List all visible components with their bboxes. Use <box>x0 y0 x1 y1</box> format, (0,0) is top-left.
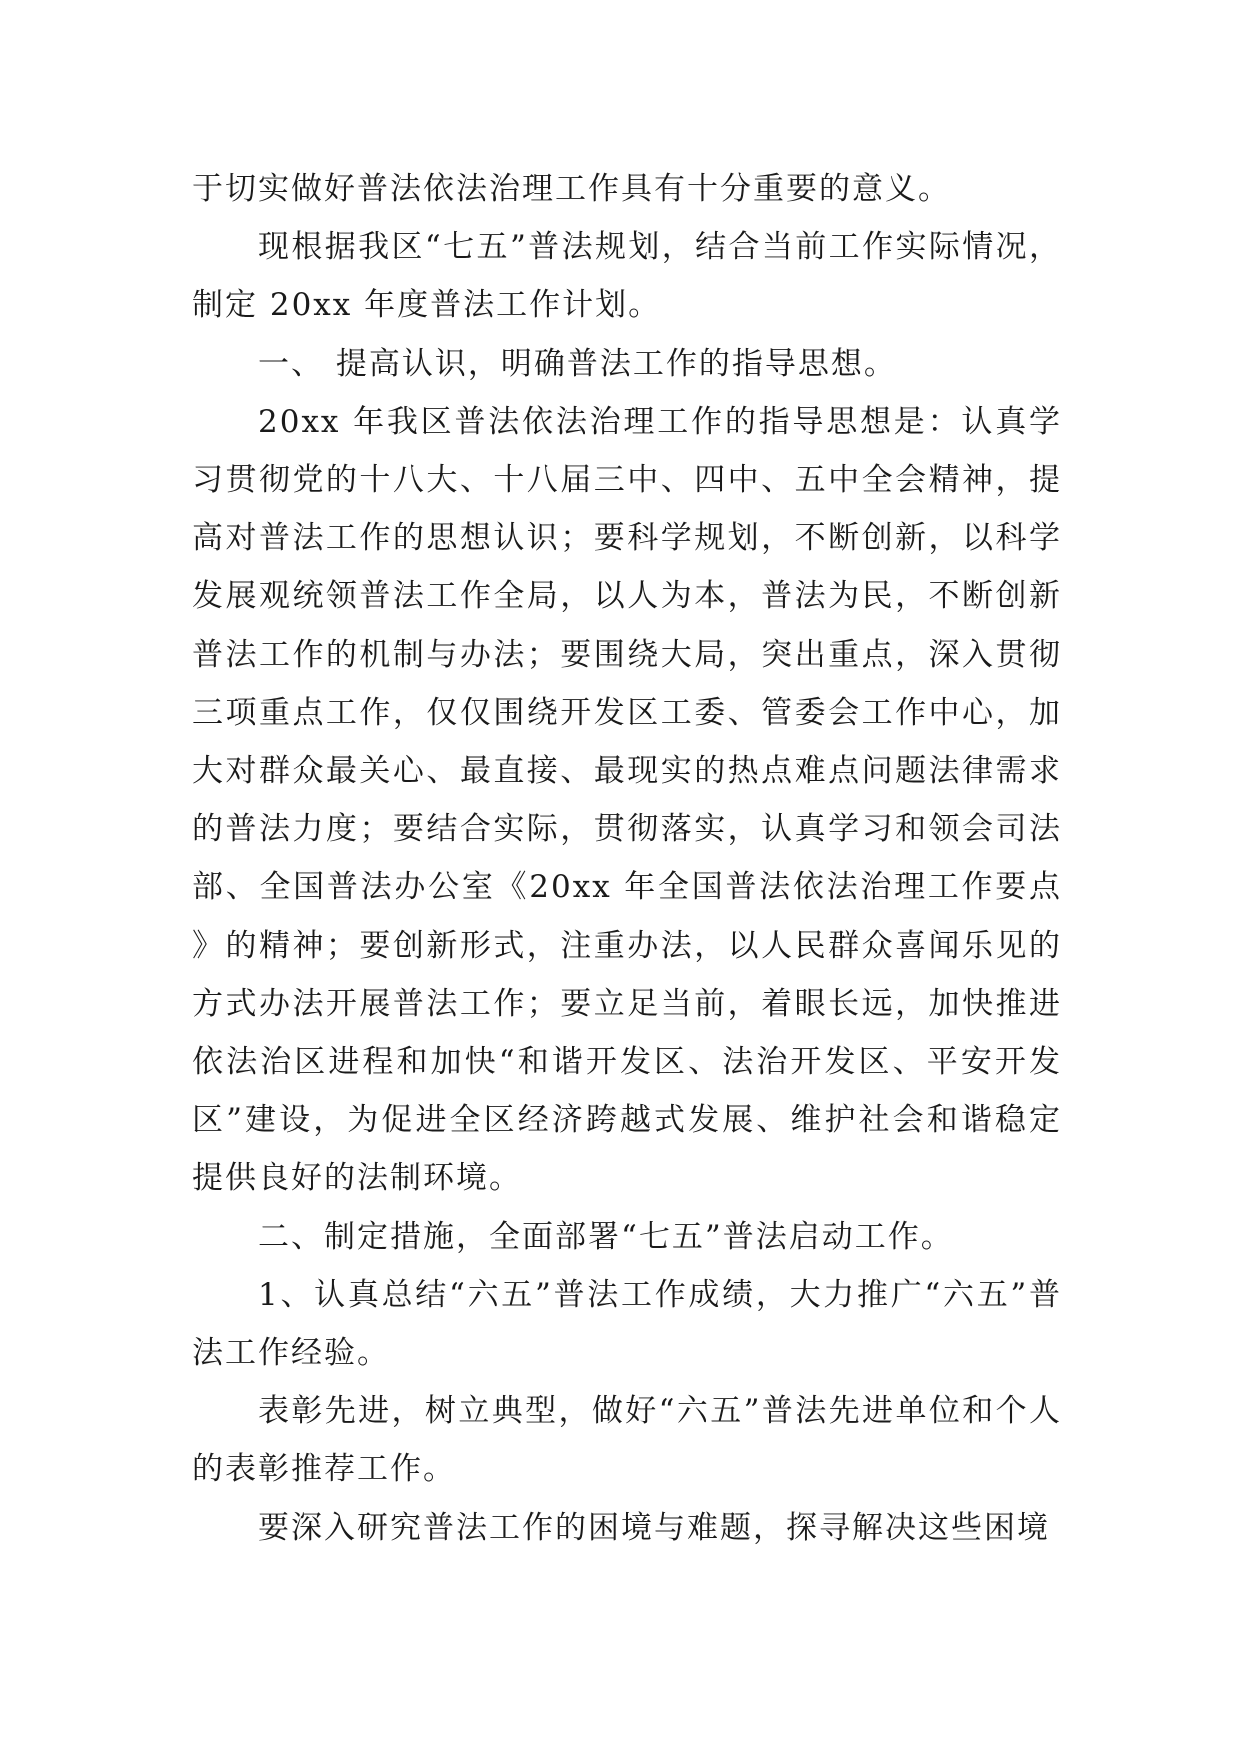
paragraph-guiding-ideology: 20xx 年我区普法依法治理工作的指导思想是：认真学习贯彻党的十八大、十八届三中、四中、五中全会精神，提高对普法工作的思想认识；要科学规划，不断创新，以科学发展观统领普法工作全局，以人为本，普法为民，不断创新普法工作的机制与办法；要围绕大局，突出重点，深入贯彻三项重点工作，仅仅围绕开发区工委、管委会工作中心，加大对群众最关心、最直接、最现实的热点难点问题法律需求的普法力度；要结合实际，贯彻落实，认真学习和领会司法部、全国普法办公室《20xx 年全国普法依法治理工作要点》的精神；要创新形式，注重办法，以人民群众喜闻乐见的方式办法开展普法工作；要立足当前，着眼长远，加快推进依法治区进程和加快“和谐开发区、法治开发区、平安开发区”建设，为促进全区经济跨越式发展、维护社会和谐稳定提供良好的法制环境。 <box>192 403 1062 1197</box>
paragraph-plan-basis: 现根据我区“七五”普法规划，结合当前工作实际情况，制定 20xx 年度普法工作计划。 <box>192 229 1062 324</box>
paragraph-research: 要深入研究普法工作的困境与难题，探寻解决这些困境 <box>258 1509 1050 1546</box>
paragraph-commendation: 表彰先进，树立典型，做好“六五”普法先进单位和个人的表彰推荐工作。 <box>192 1393 1062 1488</box>
paragraph-continuation: 于切实做好普法依法治理工作具有十分重要的意义。 <box>192 171 951 207</box>
list-item-1: 1、认真总结“六五”普法工作成绩，大力推广“六五”普法工作经验。 <box>192 1276 1062 1372</box>
section-heading-2: 二、制定措施，全面部署“七五”普法启动工作。 <box>258 1218 954 1255</box>
document-body <box>192 160 1062 1557</box>
section-heading-1: 一、 提高认识，明确普法工作的指导思想。 <box>258 345 897 382</box>
